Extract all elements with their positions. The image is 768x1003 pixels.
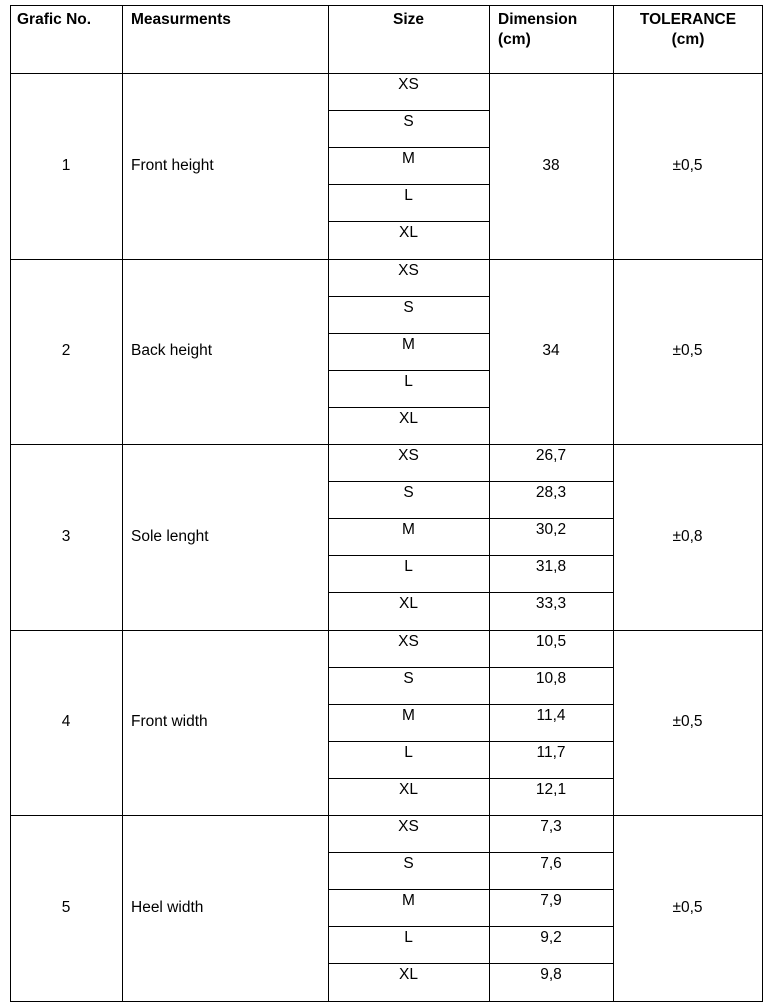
size-label: XS bbox=[398, 632, 419, 650]
size-label: XS bbox=[398, 818, 419, 835]
header-measurements: Measurments bbox=[131, 11, 231, 28]
size-row-divider bbox=[328, 110, 490, 111]
size-label: M bbox=[402, 892, 415, 910]
dimension-value: 38 bbox=[542, 156, 560, 174]
dimension-row-divider bbox=[489, 889, 614, 890]
row-divider bbox=[10, 1001, 763, 1002]
dimension-row-divider bbox=[489, 555, 614, 556]
dimension-row-divider bbox=[489, 778, 614, 779]
size-row-divider bbox=[328, 592, 490, 593]
size-row-divider bbox=[328, 963, 490, 964]
size-label: XL bbox=[399, 595, 418, 613]
dimension-row-divider bbox=[489, 667, 614, 668]
header-dimension-line1: Dimension bbox=[498, 11, 578, 28]
dimension-value: 11,4 bbox=[536, 706, 566, 724]
size-row-divider bbox=[328, 555, 490, 556]
size-row-divider bbox=[328, 852, 490, 853]
dimension-value: 7,3 bbox=[540, 818, 562, 835]
header-divider bbox=[10, 73, 763, 74]
dimension-row-divider bbox=[489, 963, 614, 964]
size-label: XS bbox=[398, 261, 419, 279]
size-row-divider bbox=[328, 741, 490, 742]
tolerance-value: ±0,8 bbox=[672, 527, 703, 545]
row-divider bbox=[10, 259, 763, 260]
size-label: XS bbox=[398, 76, 419, 93]
size-label: XL bbox=[399, 224, 418, 242]
size-row-divider bbox=[328, 778, 490, 779]
size-row-divider bbox=[328, 221, 490, 222]
header-tolerance-line1: TOLERANCE bbox=[639, 11, 737, 28]
header-grafic-no: Grafic No. bbox=[17, 11, 92, 28]
header-size: Size bbox=[392, 11, 424, 28]
size-label: S bbox=[403, 669, 414, 687]
dimension-row-divider bbox=[489, 704, 614, 705]
header-tolerance-line2: (cm) bbox=[671, 31, 705, 48]
tolerance-value: ±0,5 bbox=[672, 342, 703, 360]
size-label: S bbox=[403, 484, 414, 502]
measurement-name: Front height bbox=[131, 156, 214, 174]
size-row-divider bbox=[328, 518, 490, 519]
row-divider bbox=[10, 815, 763, 816]
grafic-number: 3 bbox=[61, 527, 71, 545]
dimension-value: 9,2 bbox=[540, 929, 562, 947]
size-label: L bbox=[404, 743, 413, 761]
grafic-number: 5 bbox=[61, 898, 71, 916]
size-row-divider bbox=[328, 926, 490, 927]
dimension-value: 34 bbox=[542, 342, 560, 360]
dimension-value: 33,3 bbox=[535, 595, 567, 613]
grafic-number: 2 bbox=[61, 342, 71, 360]
dimension-value: 9,8 bbox=[540, 966, 562, 984]
size-row-divider bbox=[328, 889, 490, 890]
dimension-value: 30,2 bbox=[535, 521, 567, 539]
measurement-name: Heel width bbox=[131, 898, 204, 916]
dimension-row-divider bbox=[489, 741, 614, 742]
size-label: M bbox=[402, 150, 415, 168]
size-label: S bbox=[403, 855, 414, 873]
dimension-value: 28,3 bbox=[535, 484, 567, 502]
grafic-number: 1 bbox=[61, 156, 71, 174]
dimension-row-divider bbox=[489, 518, 614, 519]
size-row-divider bbox=[328, 704, 490, 705]
size-label: XS bbox=[398, 447, 419, 464]
size-label: XL bbox=[399, 780, 418, 798]
size-row-divider bbox=[328, 296, 490, 297]
border-right bbox=[762, 5, 763, 1002]
size-label: S bbox=[403, 113, 414, 131]
tolerance-value: ±0,5 bbox=[672, 898, 703, 916]
size-label: L bbox=[404, 558, 413, 576]
size-row-divider bbox=[328, 147, 490, 148]
size-row-divider bbox=[328, 667, 490, 668]
column-divider bbox=[122, 5, 123, 1002]
size-label: S bbox=[403, 298, 414, 316]
header-dimension-line2: (cm) bbox=[498, 31, 531, 48]
tolerance-value: ±0,5 bbox=[672, 713, 703, 731]
border-top bbox=[10, 5, 763, 6]
dimension-row-divider bbox=[489, 481, 614, 482]
measurement-name: Sole lenght bbox=[131, 527, 209, 545]
dimension-value: 7,9 bbox=[540, 892, 562, 910]
size-label: XL bbox=[399, 409, 418, 427]
dimension-value: 12,1 bbox=[535, 780, 567, 798]
size-label: L bbox=[404, 372, 413, 390]
size-row-divider bbox=[328, 184, 490, 185]
size-label: L bbox=[404, 187, 413, 205]
grafic-number: 4 bbox=[61, 713, 71, 731]
border-left bbox=[10, 5, 11, 1002]
dimension-value: 10,5 bbox=[535, 632, 567, 650]
dimension-row-divider bbox=[489, 592, 614, 593]
dimension-value: 10,8 bbox=[535, 669, 567, 687]
dimension-value: 26,7 bbox=[535, 447, 567, 464]
row-divider bbox=[10, 630, 763, 631]
tolerance-value: ±0,5 bbox=[672, 156, 703, 174]
dimension-value: 31,8 bbox=[535, 558, 567, 576]
size-label: M bbox=[402, 335, 415, 353]
size-row-divider bbox=[328, 407, 490, 408]
size-row-divider bbox=[328, 370, 490, 371]
size-label: L bbox=[404, 929, 413, 947]
measurement-name: Front width bbox=[131, 713, 208, 731]
dimension-value: 7,6 bbox=[540, 855, 562, 873]
size-row-divider bbox=[328, 481, 490, 482]
dimension-row-divider bbox=[489, 926, 614, 927]
dimension-value: 11,7 bbox=[536, 743, 566, 761]
size-label: M bbox=[402, 706, 415, 724]
measurement-name: Back height bbox=[131, 342, 212, 360]
size-row-divider bbox=[328, 333, 490, 334]
row-divider bbox=[10, 444, 763, 445]
size-label: M bbox=[402, 521, 415, 539]
dimension-row-divider bbox=[489, 852, 614, 853]
size-label: XL bbox=[399, 966, 418, 984]
